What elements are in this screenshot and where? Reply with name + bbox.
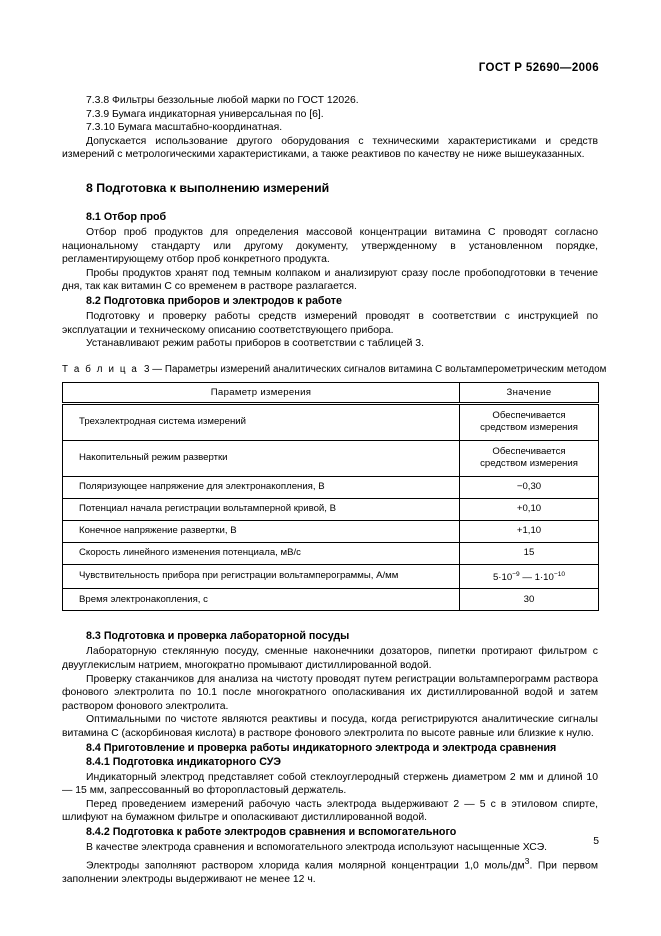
spacer — [62, 196, 598, 210]
paragraph-allowance: Допускается использование другого оборудования с техническими характеристиками и средств измерений с метрологическими характеристиками, а также реактивов по качеству не ниже вышеуказанных. — [62, 135, 598, 161]
cell-parameter: Накопительный режим развертки — [63, 440, 460, 476]
cell-value-line2: средством измерения — [480, 422, 578, 434]
cell-value-line1: Обеспечивается — [492, 445, 566, 457]
page-number: 5 — [593, 836, 599, 847]
table-header-row — [63, 382, 599, 403]
cell-value: 30 — [460, 589, 599, 611]
heading-section-8-1: 8.1 Отбор проб — [86, 210, 167, 223]
table-caption-label: Т а б л и ц а — [62, 363, 139, 375]
table-row — [63, 440, 599, 476]
paragraph-8-3-3: Оптимальными по чистоте являются реактивы и посуда, когда регистрируются аналитические сигналы витамина С (аскорбиновая кислота) в растворе фонового электролита по высоте равные или близкие к нулю. — [62, 714, 598, 739]
spacer — [62, 611, 598, 629]
cell-value-line2: средством измерения — [480, 458, 578, 470]
cell-parameter: Трехэлектродная система измерений — [63, 403, 460, 440]
paragraph-8-4-1-1: Индикаторный электрод представляет собой стеклоуглеродный стержень диаметром 2 мм и длиной 10 — 15 мм, запрессованный во фторопластовый держатель. — [62, 771, 598, 797]
cell-value: 15 — [460, 542, 599, 564]
paragraph-8-1-2: Пробы продуктов хранят под темным колпаком и анализируют сразу после пробоподготовки в течение дня, так как витамин С со временем в растворе разлагается. — [62, 267, 598, 293]
table-measurement-parameters — [62, 382, 599, 612]
cell-value-line1: Обеспечивается — [492, 409, 566, 421]
table-row — [63, 564, 599, 589]
table-row — [63, 403, 599, 440]
paragraph-8-2-2: Устанавливают режим работы приборов в соответствии с таблицей 3. — [86, 338, 424, 350]
cell-value: $5\cdot 10^{-9}$ — $1\cdot 10^{-10}$ — [460, 564, 599, 589]
table-3-caption — [62, 363, 607, 376]
clause-7-3-10: 7.3.10 Бумага масштабно-координатная. — [86, 122, 283, 134]
heading-section-8-2: 8.2 Подготовка приборов и электродов к работе — [86, 294, 342, 307]
running-header-standard: ГОСТ Р 52690—2006 — [478, 62, 599, 74]
paragraph-8-3-1: Лабораторную стеклянную посуду, сменные наконечники дозаторов, пипетки протирают фильтром с двууглекислым натрием, многократно промывают дистиллированной водой. — [62, 646, 598, 671]
spacer — [62, 351, 598, 363]
heading-section-8-3: 8.3 Подготовка и проверка лабораторной посуды — [86, 630, 350, 643]
column-header-parameter: Параметр измерения — [63, 382, 460, 403]
paragraph-8-4-1-2: Перед проведением измерений рабочую часть электрода выдерживают 2 — 5 с в этиловом спирте, шлифуют на бумажном фильтре и ополаскивают дистиллированной водой. — [62, 798, 598, 824]
paragraph-8-4-2-2: Электроды заполняют раствором хлорида калия молярной концентрации 1,0 моль/$дм^3$. При первом заполнении электроды выдерживают не менее 12 ч. — [62, 855, 598, 885]
cell-value — [460, 403, 599, 440]
cell-parameter: Время электронакопления, с — [63, 589, 460, 611]
paragraph-8-2-1: Подготовку и проверку работы средств измерений проводят в соответствии с инструкцией по эксплуатации и техническому описанию соответствующего прибора. — [62, 310, 598, 336]
heading-section-8-4-1: 8.4.1 Подготовка индикаторного СУЭ — [86, 755, 281, 768]
column-header-value: Значение — [460, 382, 599, 403]
heading-section-8-4: 8.4 Приготовление и проверка работы индикаторного электрода и электрода сравнения — [86, 741, 557, 754]
cell-value: +0,10 — [460, 498, 599, 520]
paragraph-8-4-2-1: В качестве электрода сравнения и вспомогательного электрода используют насыщенные ХСЭ. — [86, 841, 548, 853]
cell-parameter: Чувствительность прибора при регистрации вольтамперограммы, А/мм — [63, 564, 460, 589]
cell-value — [460, 440, 599, 476]
cell-parameter: Потенциал начала регистрации вольтамперной кривой, В — [63, 498, 460, 520]
cell-parameter: Поляризующее напряжение для электронакопления, В — [63, 476, 460, 498]
table-caption-text: — Параметры измерений аналитических сигналов витамина С вольтамперометрическим методом — [152, 363, 607, 375]
clause-7-3-9: 7.3.9 Бумага индикаторная универсальная по [6]. — [86, 108, 324, 120]
paragraph-8-3-2: Проверку стаканчиков для анализа на чистоту проводят путем регистрации вольтамперограмм раствора фонового электролита по 10.1 после многократного ополаскивания их дистиллированной водой и затем раствором фонового электролита. — [62, 673, 598, 712]
table-row — [63, 520, 599, 542]
table-row — [63, 589, 599, 611]
clause-7-3-8: 7.3.8 Фильтры беззольные любой марки по ГОСТ 12026. — [86, 95, 359, 106]
heading-section-8: 8 Подготовка к выполнению измерений — [86, 180, 330, 195]
cell-parameter: Скорость линейного изменения потенциала, мВ/с — [63, 542, 460, 564]
document-body — [62, 94, 607, 886]
table-row — [63, 476, 599, 498]
cell-value: +1,10 — [460, 520, 599, 542]
cell-value: −0,30 — [460, 476, 599, 498]
heading-section-8-4-2: 8.4.2 Подготовка к работе электродов сравнения и вспомогательного — [86, 825, 457, 838]
table-row — [63, 542, 599, 564]
spacer — [62, 162, 598, 180]
paragraph-8-1-1: Отбор проб продуктов для определения массовой концентрации витамина С проводят согласно национальному стандарту или другому документу, утвержденному в установленном порядке, регламентирующему отбор проб конкретного продукта. — [62, 226, 598, 266]
table-caption-number: 3 — [143, 363, 150, 375]
cell-parameter: Конечное напряжение развертки, В — [63, 520, 460, 542]
table-row — [63, 498, 599, 520]
